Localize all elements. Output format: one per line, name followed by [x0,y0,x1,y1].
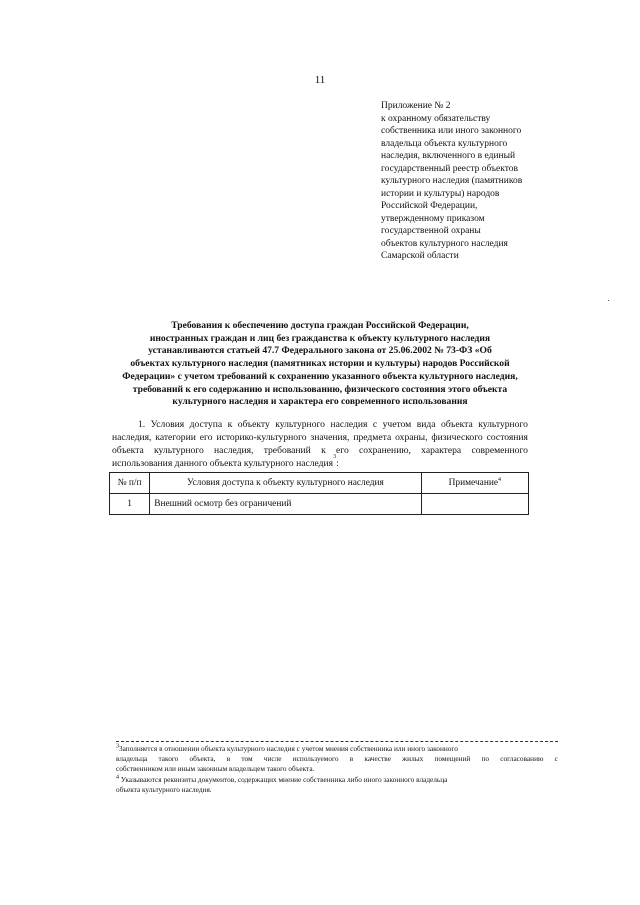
word: его [335,445,349,456]
footnote-line [116,744,558,754]
word: владельца [116,754,148,764]
word: современного [471,445,528,456]
word: по [481,754,490,764]
footnote-line: объекта культурного наследия. [116,784,212,794]
table-row [110,494,529,515]
word: такого [158,754,179,764]
header-note [421,473,528,494]
word: объекта, [189,754,216,764]
word: характера [421,445,462,456]
document-heading [114,320,526,409]
word: сохранению, [359,445,411,456]
footnote-4-marker: 4 [116,774,119,781]
appendix-line: государственной охраны [381,226,481,236]
heading-line: объектах культурного наследия (памятниках истории и культуры) народов Российской [130,358,510,370]
header-note-label: Примечание [448,478,499,488]
heading-line: Федерации» с учетом требований к сохранению указанного объекта культурного наследия, [122,370,518,382]
word: вида [416,419,436,430]
word: числе [263,754,282,764]
appendix-line: Российской Федерации, [381,201,478,211]
word: Условия [150,419,185,430]
footnote-line [116,754,558,764]
heading-line: Требования к обеспечению доступа граждан Российской Федерации, [171,320,469,331]
word: культурного [154,445,204,456]
appendix-line: государственный реестр объектов [381,163,518,174]
word: том [241,754,253,764]
footnote-line: собственником или иным законным владельцем такого объекта. [116,764,315,774]
appendix-line: собственника или иного законного [381,126,522,136]
footnote-ref-3: 3 [333,454,337,460]
row-note [421,494,528,515]
footnotes [116,744,558,795]
appendix-line: истории и культуры) народов [381,188,500,199]
word: объекту [237,419,270,430]
appendix-line: утвержденному приказом [381,213,485,224]
word: учетом [382,419,412,430]
word: требований [263,445,311,456]
row-num: 1 [110,494,150,515]
word: в [349,754,354,764]
appendix-line: наследия, включенного в единый [381,151,516,161]
appendix-line: к охранному обязательству [381,113,491,124]
word: категории [155,432,196,443]
word: к [227,419,233,430]
paragraph-line-last [112,454,528,470]
word: историко-культурного [216,432,307,443]
appendix-line: владельца объекта культурного [381,138,508,149]
page-number: 11 [314,74,326,86]
footnote-3-text: Заполняется в отношении объекта культурного наследия с учетом мнения собственника или иного законного [119,744,458,753]
word: с [372,419,378,430]
scan-speck [608,300,609,301]
word: объекта [440,419,473,430]
heading-line: культурного наследия и характера его современного использования [172,396,468,408]
word: к [321,445,326,456]
word: наследия, [112,432,152,443]
footnote-3-marker: 3 [116,743,119,750]
paragraph-line [112,418,528,431]
heading-line: иностранных граждан и лиц без гражданства к объекту культурного наследия [149,332,491,344]
word: культурного [275,419,325,430]
word: объекта [112,445,144,456]
footnote-ref-4: 4 [498,476,502,483]
word: помещений [434,754,471,764]
footnote-separator [116,741,558,742]
access-conditions-table [109,472,529,515]
word: культурного [478,419,528,430]
appendix-header [381,100,581,263]
word: его [199,432,213,443]
word: 1. [138,419,146,430]
word: физического [431,432,483,443]
paragraph-line [112,431,528,444]
heading-line: требований к его содержанию и использованию, физического состояния этого объекта [132,383,508,395]
word: доступа [189,419,223,430]
appendix-line: объектов культурного наследия [381,238,508,249]
heading-line: устанавливаются статьей 47.7 Федерального закона от 25.06.2002 № 73-ФЗ «Об [148,345,492,357]
footnote-3-start [116,744,458,754]
footnote-4-text: Указываются реквизиты документов, содержащих мнение собственника либо иного законного владельца [120,774,448,784]
word: с [554,754,558,764]
word: в [226,754,231,764]
paragraph-line [112,444,528,457]
header-num: № п/п [110,473,150,494]
word: жилых [402,754,424,764]
access-conditions-paragraph [112,418,528,470]
header-condition: Условия доступа к объекту культурного наследия [150,473,421,494]
word: наследия, [214,445,254,456]
word: качестве [364,754,391,764]
appendix-line: Самарской области [381,251,459,261]
word: значения, [310,432,350,443]
table-header-row [110,473,529,494]
paragraph-colon: : [336,458,339,469]
paragraph-line-text: использования данного объекта культурного наследия [112,458,334,469]
word: охраны, [395,432,428,443]
word: наследия [330,419,368,430]
appendix-line: культурного наследия (памятников [381,176,523,186]
row-condition: Внешний осмотр без ограничений [150,494,421,515]
appendix-line: Приложение № 2 [381,101,451,111]
word: состояния [486,432,528,443]
word: используемого [292,754,339,764]
footnote-line [116,775,558,785]
word: предмета [353,432,392,443]
word: согласованию [500,754,544,764]
